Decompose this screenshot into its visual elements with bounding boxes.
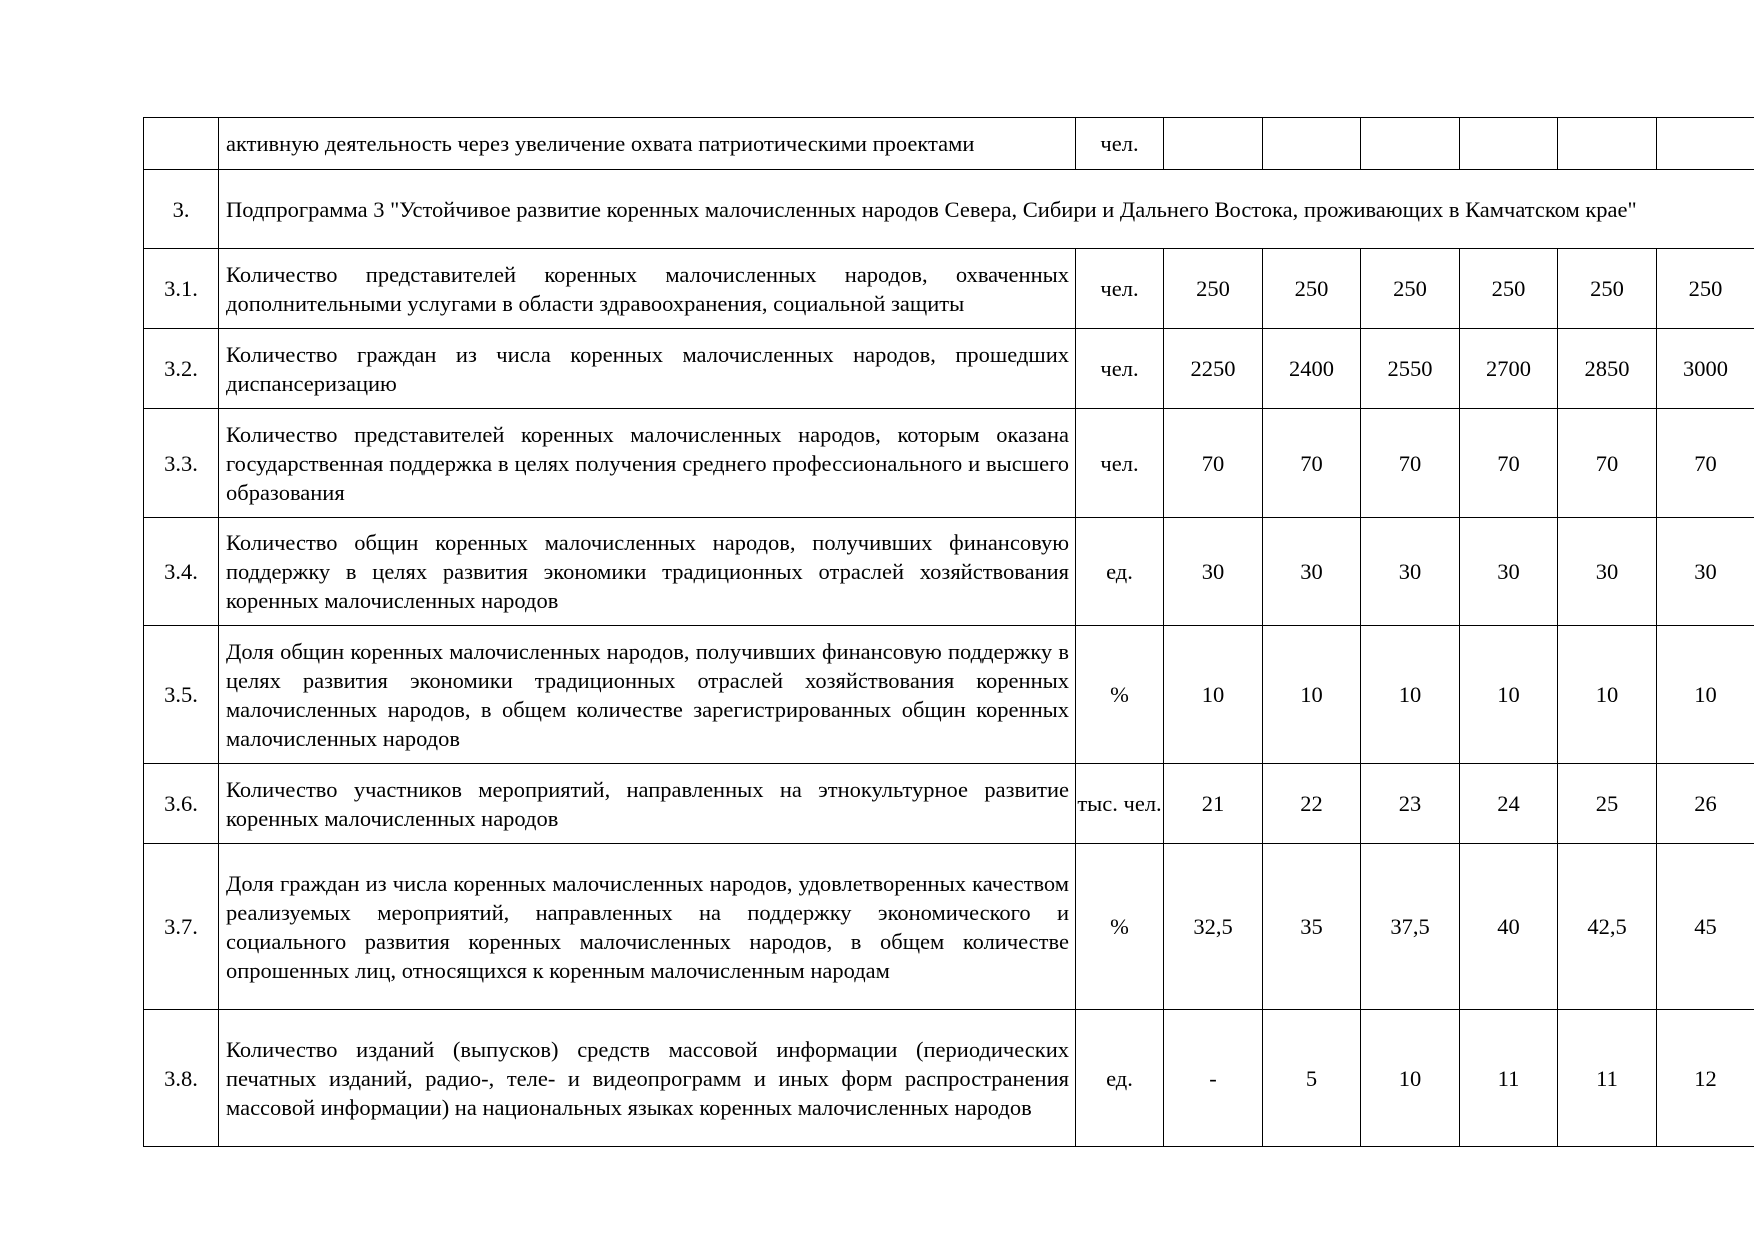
table-row — [144, 1010, 1754, 1147]
value-cell — [1361, 118, 1460, 170]
indicator-text: Доля общин коренных малочисленных народов, получивших финансовую поддержку в целях развития экономики традиционных отраслей хозяйствования коренных малочисленных народов, в общем количестве зарегистрированных общин коренных малочисленных народов — [219, 626, 1076, 764]
value-cell: - — [1164, 1010, 1263, 1147]
value-cell: 45 — [1657, 844, 1754, 1010]
value-cell: 30 — [1657, 518, 1754, 626]
value-cell: 21 — [1164, 764, 1263, 844]
value-cell: 70 — [1164, 409, 1263, 518]
table-row — [144, 329, 1754, 409]
indicator-text: Количество представителей коренных малочисленных народов, которым оказана государственная поддержка в целях получения среднего профессионального и высшего образования — [219, 409, 1076, 518]
value-cell: 250 — [1361, 249, 1460, 329]
value-cell: 250 — [1657, 249, 1754, 329]
value-cell: 35 — [1263, 844, 1361, 1010]
row-number: 3.7. — [144, 844, 219, 1010]
unit: тыс. чел. — [1076, 764, 1164, 844]
value-cell: 10 — [1164, 626, 1263, 764]
value-cell: 70 — [1657, 409, 1754, 518]
row-number: 3.2. — [144, 329, 219, 409]
value-cell — [1558, 118, 1657, 170]
value-cell: 2700 — [1460, 329, 1558, 409]
value-cell: 37,5 — [1361, 844, 1460, 1010]
unit: % — [1076, 844, 1164, 1010]
indicator-text: Доля граждан из числа коренных малочисленных народов, удовлетворенных качеством реализуемых мероприятий, направленных на поддержку экономического и социального развития коренных малочисленных народов, в общем количестве опрошенных лиц, относящихся к коренным малочисленным народам — [219, 844, 1076, 1010]
indicator-text: Количество общин коренных малочисленных народов, получивших финансовую поддержку в целях развития экономики традиционных отраслей хозяйствования коренных малочисленных народов — [219, 518, 1076, 626]
value-cell: 3000 — [1657, 329, 1754, 409]
table-row — [144, 626, 1754, 764]
value-cell: 26 — [1657, 764, 1754, 844]
value-cell: 250 — [1263, 249, 1361, 329]
value-cell: 23 — [1361, 764, 1460, 844]
value-cell: 25 — [1558, 764, 1657, 844]
table-row — [144, 249, 1754, 329]
value-cell: 24 — [1460, 764, 1558, 844]
table-row — [144, 844, 1754, 1010]
unit: % — [1076, 626, 1164, 764]
value-cell: 40 — [1460, 844, 1558, 1010]
row-number: 3. — [144, 170, 219, 249]
value-cell — [1164, 118, 1263, 170]
value-cell: 10 — [1558, 626, 1657, 764]
indicator-text: активную деятельность через увеличение охвата патриотическими проектами — [219, 118, 1076, 170]
value-cell — [1263, 118, 1361, 170]
value-cell: 250 — [1460, 249, 1558, 329]
value-cell: 32,5 — [1164, 844, 1263, 1010]
value-cell: 70 — [1460, 409, 1558, 518]
unit: чел. — [1076, 329, 1164, 409]
value-cell: 250 — [1164, 249, 1263, 329]
unit: чел. — [1076, 249, 1164, 329]
value-cell: 250 — [1558, 249, 1657, 329]
unit: чел. — [1076, 409, 1164, 518]
value-cell — [1460, 118, 1558, 170]
value-cell: 30 — [1164, 518, 1263, 626]
value-cell: 10 — [1460, 626, 1558, 764]
value-cell: 2250 — [1164, 329, 1263, 409]
table-row — [144, 409, 1754, 518]
indicators-table — [143, 117, 1754, 1147]
indicator-text: Количество граждан из числа коренных малочисленных народов, прошедших диспансеризацию — [219, 329, 1076, 409]
value-cell: 10 — [1657, 626, 1754, 764]
value-cell: 2850 — [1558, 329, 1657, 409]
row-number: 3.4. — [144, 518, 219, 626]
value-cell: 11 — [1460, 1010, 1558, 1147]
value-cell: 30 — [1263, 518, 1361, 626]
value-cell: 12 — [1657, 1010, 1754, 1147]
unit: ед. — [1076, 518, 1164, 626]
row-number: 3.1. — [144, 249, 219, 329]
unit: ед. — [1076, 1010, 1164, 1147]
value-cell: 30 — [1361, 518, 1460, 626]
row-number: 3.6. — [144, 764, 219, 844]
indicator-text: Количество изданий (выпусков) средств массовой информации (периодических печатных изданий, радио-, теле- и видеопрограмм и иных форм распространения массовой информации) на национальных языках коренных малочисленных народов — [219, 1010, 1076, 1147]
value-cell: 70 — [1558, 409, 1657, 518]
value-cell: 5 — [1263, 1010, 1361, 1147]
row-number: 3.5. — [144, 626, 219, 764]
value-cell — [1657, 118, 1754, 170]
value-cell: 2400 — [1263, 329, 1361, 409]
value-cell: 70 — [1361, 409, 1460, 518]
indicator-text: Количество представителей коренных малочисленных народов, охваченных дополнительными услугами в области здравоохранения, социальной защиты — [219, 249, 1076, 329]
value-cell: 11 — [1558, 1010, 1657, 1147]
value-cell: 30 — [1460, 518, 1558, 626]
value-cell: 2550 — [1361, 329, 1460, 409]
row-number — [144, 118, 219, 170]
value-cell: 10 — [1361, 1010, 1460, 1147]
value-cell: 70 — [1263, 409, 1361, 518]
value-cell: 22 — [1263, 764, 1361, 844]
subprogram-row — [144, 170, 1754, 249]
row-number: 3.3. — [144, 409, 219, 518]
value-cell: 10 — [1263, 626, 1361, 764]
value-cell: 30 — [1558, 518, 1657, 626]
table-row — [144, 764, 1754, 844]
indicator-text: Количество участников мероприятий, направленных на этнокультурное развитие коренных малочисленных народов — [219, 764, 1076, 844]
unit: чел. — [1076, 118, 1164, 170]
table-row — [144, 518, 1754, 626]
value-cell: 42,5 — [1558, 844, 1657, 1010]
row-number: 3.8. — [144, 1010, 219, 1147]
table-row — [144, 118, 1754, 170]
subprogram-title: Подпрограмма 3 "Устойчивое развитие коренных малочисленных народов Севера, Сибири и Дальнего Востока, проживающих в Камчатском крае" — [219, 170, 1754, 249]
value-cell: 10 — [1361, 626, 1460, 764]
